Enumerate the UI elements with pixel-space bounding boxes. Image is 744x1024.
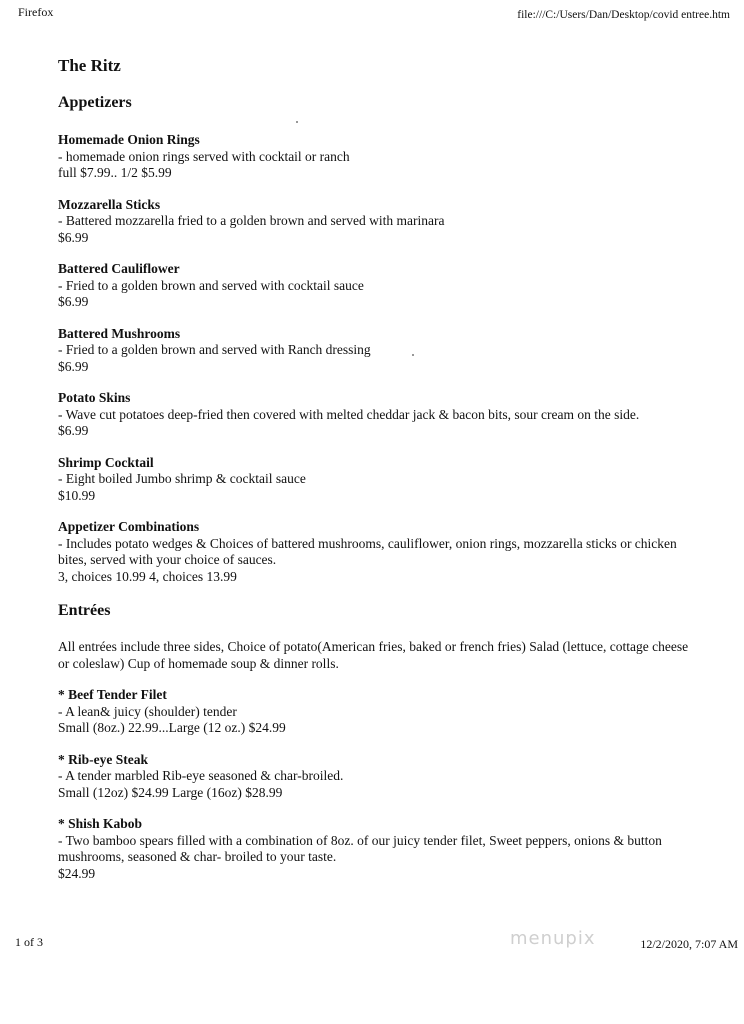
- item-name: * Shish Kabob: [58, 816, 143, 831]
- scan-speck: [412, 354, 414, 356]
- watermark-logo: menupix: [510, 928, 596, 949]
- menu-item: [58, 455, 698, 505]
- item-description: - A tender marbled Rib-eye seasoned & char-broiled.: [58, 768, 344, 783]
- page-number: 1 of 3: [15, 935, 43, 949]
- item-price: $10.99: [58, 487, 96, 503]
- item-name: Appetizer Combinations: [58, 519, 200, 534]
- menu-item: [58, 687, 698, 737]
- entrees-list: [58, 687, 698, 882]
- menu-item: [58, 816, 698, 882]
- menu-item: [58, 261, 698, 311]
- item-description: - Wave cut potatoes deep-fried then covered with melted cheddar jack & bacon bits, sour cream on the side.: [58, 406, 640, 422]
- item-price: $6.99: [58, 294, 89, 309]
- item-description: - Two bamboo spears filled with a combination of 8oz. of our juicy tender filet, Sweet peppers, onions & button mushrooms, seasoned & char- broiled to your taste.: [58, 832, 662, 864]
- item-name: Battered Cauliflower: [58, 261, 180, 276]
- item-description: - A lean& juicy (shoulder) tender: [58, 703, 237, 719]
- menu-item: [58, 197, 698, 247]
- item-price: full $7.99.. 1/2 $5.99: [58, 165, 172, 180]
- appetizers-heading: Appetizers: [58, 94, 132, 111]
- item-name: * Beef Tender Filet: [58, 687, 167, 702]
- item-description: - Fried to a golden brown and served with cocktail sauce: [58, 277, 364, 293]
- item-description: - Eight boiled Jumbo shrimp & cocktail sauce: [58, 471, 306, 486]
- item-price: $24.99: [58, 865, 96, 881]
- item-price: $6.99: [58, 358, 89, 374]
- item-name: Shrimp Cocktail: [58, 454, 154, 470]
- item-name: Potato Skins: [58, 390, 131, 405]
- item-price: Small (12oz) $24.99 Large (16oz) $28.99: [58, 784, 283, 800]
- menu-item: [58, 519, 698, 585]
- item-description: - Includes potato wedges & Choices of battered mushrooms, cauliflower, onion rings, mozzarella sticks or chicken bites, served with your choice of sauces.: [58, 535, 677, 567]
- item-name: * Rib-eye Steak: [58, 751, 148, 767]
- print-timestamp: 12/2/2020, 7:07 AM: [640, 937, 738, 951]
- item-price: Small (8oz.) 22.99...Large (12 oz.) $24.99: [58, 720, 286, 735]
- item-price: $6.99: [58, 229, 89, 245]
- item-description: - Battered mozzarella fried to a golden brown and served with marinara: [58, 213, 445, 228]
- item-name: Homemade Onion Rings: [58, 132, 200, 147]
- page-url: file:///C:/Users/Dan/Desktop/covid entree.htm: [517, 9, 730, 21]
- item-price: $6.99: [58, 423, 89, 438]
- restaurant-title: The Ritz: [58, 56, 121, 75]
- item-description: - Fried to a golden brown and served with Ranch dressing: [58, 342, 371, 357]
- menu-item: [58, 132, 698, 182]
- scan-speck: [296, 121, 298, 123]
- entrees-heading: Entrées: [58, 602, 111, 619]
- item-description: - homemade onion rings served with cocktail or ranch: [58, 148, 350, 164]
- appetizers-list: [58, 132, 698, 585]
- menu-content: [58, 56, 698, 882]
- menu-item: [58, 326, 698, 376]
- menu-item: [58, 390, 698, 440]
- item-price: 3, choices 10.99 4, choices 13.99: [58, 568, 237, 584]
- item-name: Battered Mushrooms: [58, 325, 181, 341]
- entrees-note: All entrées include three sides, Choice of potato(American fries, baked or french fries) Salad (lettuce, cottage cheese or coleslaw) Cup of homemade soup & dinner rolls.: [58, 639, 689, 671]
- menu-item: [58, 752, 698, 802]
- browser-name: Firefox: [18, 5, 54, 19]
- item-name: Mozzarella Sticks: [58, 196, 161, 212]
